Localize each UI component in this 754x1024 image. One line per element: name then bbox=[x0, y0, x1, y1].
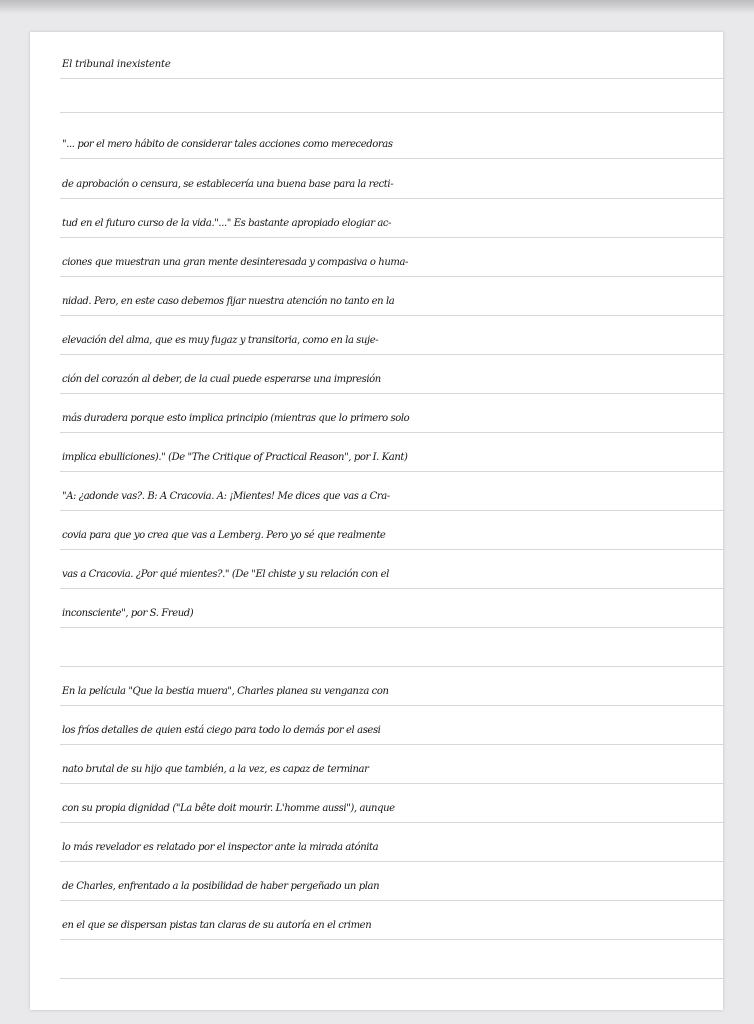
ruled-line bbox=[60, 78, 723, 79]
ruled-line bbox=[60, 237, 723, 238]
ruled-line bbox=[60, 588, 723, 589]
paragraph-1-line: "... por el mero hábito de considerar tales acciones como merecedoras bbox=[62, 139, 393, 150]
paragraph-2-line: los fríos detalles de quien está ciego para todo lo demás por el asesi bbox=[62, 725, 381, 736]
ruled-line bbox=[60, 861, 723, 862]
window-top-edge bbox=[0, 0, 754, 14]
paragraph-1-line: más duradera porque esto implica principio (mientras que lo primero solo bbox=[62, 413, 410, 424]
paragraph-1-line: vas a Cracovia. ¿Por qué mientes?." (De "El chiste y su relación con el bbox=[62, 569, 389, 580]
paragraph-1-line: de aprobación o censura, se establecería una buena base para la recti- bbox=[62, 179, 394, 190]
paragraph-1-line: ciones que muestran una gran mente desinteresada y compasiva o huma- bbox=[62, 257, 408, 268]
ruled-line bbox=[60, 627, 723, 628]
ruled-line bbox=[60, 276, 723, 277]
ruled-line bbox=[60, 705, 723, 706]
paragraph-1-line: covia para que yo crea que vas a Lemberg. Pero yo sé que realmente bbox=[62, 530, 386, 541]
paragraph-2-line: En la película "Que la bestia muera", Charles planea su venganza con bbox=[62, 686, 389, 697]
ruled-line bbox=[60, 198, 723, 199]
notebook-page bbox=[30, 32, 723, 1010]
paragraph-2-line: lo más revelador es relatado por el inspector ante la mirada atónita bbox=[62, 842, 379, 853]
page-title: El tribunal inexistente bbox=[62, 59, 171, 70]
ruled-line bbox=[60, 354, 723, 355]
ruled-line bbox=[60, 112, 723, 113]
paragraph-2-line: nato brutal de su hijo que también, a la vez, es capaz de terminar bbox=[62, 764, 369, 775]
paragraph-1-line: "A: ¿adonde vas?. B: A Cracovia. A: ¡Mientes! Me dices que vas a Cra- bbox=[62, 491, 390, 502]
ruled-line bbox=[60, 939, 723, 940]
ruled-line bbox=[60, 900, 723, 901]
ruled-line bbox=[60, 158, 723, 159]
paragraph-1-line: ción del corazón al deber, de la cual puede esperarse una impresión bbox=[62, 374, 381, 385]
paragraph-1-line: implica ebulliciones)." (De "The Critique of Practical Reason", por I. Kant) bbox=[62, 452, 408, 463]
ruled-line bbox=[60, 471, 723, 472]
paragraph-1-line: elevación del alma, que es muy fugaz y transitoria, como en la suje- bbox=[62, 335, 379, 346]
ruled-line bbox=[60, 315, 723, 316]
ruled-line bbox=[60, 510, 723, 511]
ruled-line bbox=[60, 978, 723, 979]
ruled-line bbox=[60, 783, 723, 784]
ruled-line bbox=[60, 393, 723, 394]
paragraph-2-line: de Charles, enfrentado a la posibilidad de haber pergeñado un plan bbox=[62, 881, 380, 892]
paragraph-2-line: con su propia dignidad ("La bête doit mourir. L'homme aussi"), aunque bbox=[62, 803, 395, 814]
ruled-line bbox=[60, 744, 723, 745]
ruled-line bbox=[60, 432, 723, 433]
paragraph-1-line: tud en el futuro curso de la vida."..." Es bastante apropiado elogiar ac- bbox=[62, 218, 392, 229]
paragraph-1-line: inconsciente", por S. Freud) bbox=[62, 608, 194, 619]
ruled-line bbox=[60, 549, 723, 550]
ruled-line bbox=[60, 822, 723, 823]
ruled-line bbox=[60, 666, 723, 667]
paragraph-2-line: en el que se dispersan pistas tan claras de su autoría en el crimen bbox=[62, 920, 372, 931]
paragraph-1-line: nidad. Pero, en este caso debemos fijar nuestra atención no tanto en la bbox=[62, 296, 395, 307]
